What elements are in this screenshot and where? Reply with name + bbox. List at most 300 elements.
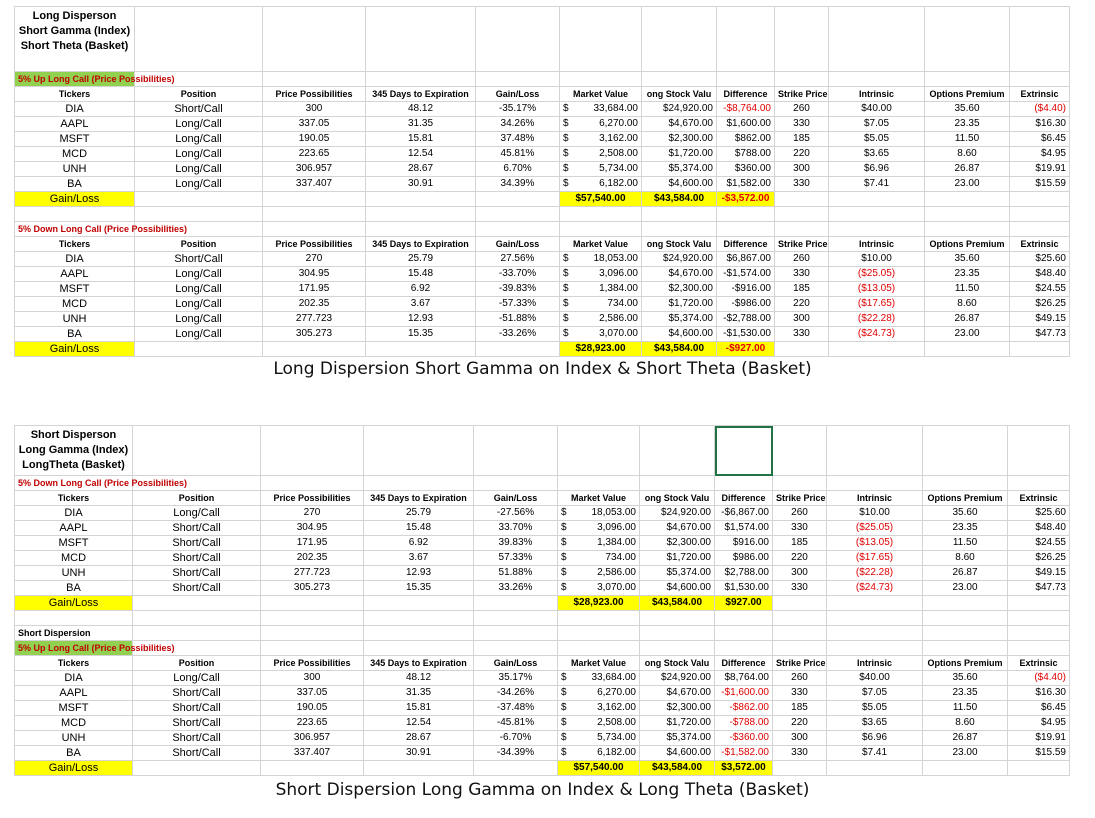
total-label[interactable]: Gain/Loss bbox=[15, 192, 135, 207]
empty-cell[interactable] bbox=[366, 222, 476, 237]
column-header[interactable]: Gain/Loss bbox=[474, 656, 558, 671]
table-cell[interactable]: 15.48 bbox=[364, 521, 474, 536]
empty-cell[interactable] bbox=[558, 426, 640, 476]
table-cell[interactable]: $16.30 bbox=[1008, 686, 1070, 701]
table-cell[interactable] bbox=[560, 282, 642, 297]
empty-cell[interactable] bbox=[773, 611, 827, 626]
table-cell[interactable]: 23.35 bbox=[923, 521, 1008, 536]
table-cell[interactable]: 35.60 bbox=[925, 102, 1010, 117]
empty-cell[interactable] bbox=[366, 207, 476, 222]
column-header[interactable]: 345 Days to Expiration bbox=[366, 87, 476, 102]
table-cell[interactable]: -39.83% bbox=[476, 282, 560, 297]
empty-cell[interactable] bbox=[923, 476, 1008, 491]
table-cell[interactable]: 300 bbox=[773, 566, 827, 581]
table-cell[interactable]: -33.26% bbox=[476, 327, 560, 342]
table-cell[interactable]: $1,720.00 bbox=[640, 551, 715, 566]
empty-cell[interactable] bbox=[476, 7, 560, 72]
total-value[interactable]: $28,923.00 bbox=[558, 596, 640, 611]
empty-cell[interactable] bbox=[364, 476, 474, 491]
column-header[interactable]: ong Stock Valu bbox=[640, 491, 715, 506]
table-cell[interactable]: $6.96 bbox=[829, 162, 925, 177]
empty-cell[interactable] bbox=[261, 426, 364, 476]
empty-cell[interactable] bbox=[476, 207, 560, 222]
empty-cell[interactable] bbox=[773, 426, 827, 476]
empty-cell[interactable] bbox=[560, 222, 642, 237]
table-cell[interactable]: 48.12 bbox=[366, 102, 476, 117]
table-cell[interactable]: -34.39% bbox=[474, 746, 558, 761]
empty-cell[interactable] bbox=[364, 611, 474, 626]
short-dispersion-label[interactable]: Short Dispersion bbox=[15, 626, 133, 641]
column-header[interactable]: Strike Price bbox=[773, 656, 827, 671]
total-value[interactable]: $57,540.00 bbox=[558, 761, 640, 776]
empty-cell[interactable] bbox=[474, 426, 558, 476]
table-cell[interactable]: ($17.65) bbox=[827, 551, 923, 566]
table-cell[interactable] bbox=[558, 581, 640, 596]
empty-cell[interactable] bbox=[775, 342, 829, 357]
table-cell[interactable]: 35.60 bbox=[923, 671, 1008, 686]
table-cell[interactable]: BA bbox=[15, 177, 135, 192]
table-cell[interactable]: 26.87 bbox=[925, 312, 1010, 327]
empty-cell[interactable] bbox=[263, 222, 366, 237]
table-cell[interactable]: 3.67 bbox=[366, 297, 476, 312]
table-cell[interactable]: $2,300.00 bbox=[642, 282, 717, 297]
table-cell[interactable]: 220 bbox=[775, 297, 829, 312]
empty-cell[interactable] bbox=[925, 192, 1010, 207]
table-cell[interactable]: 300 bbox=[775, 312, 829, 327]
table-cell[interactable]: ($22.28) bbox=[827, 566, 923, 581]
column-header[interactable]: Tickers bbox=[15, 237, 135, 252]
empty-cell[interactable] bbox=[829, 7, 925, 72]
table-cell[interactable]: $48.40 bbox=[1010, 267, 1070, 282]
table-cell[interactable]: $10.00 bbox=[827, 506, 923, 521]
table-cell[interactable]: 23.35 bbox=[925, 117, 1010, 132]
table-cell[interactable]: $5.05 bbox=[829, 132, 925, 147]
total-value[interactable]: -$927.00 bbox=[717, 342, 775, 357]
table-cell[interactable]: 8.60 bbox=[925, 297, 1010, 312]
empty-cell[interactable] bbox=[560, 207, 642, 222]
table-cell[interactable]: 300 bbox=[261, 671, 364, 686]
column-header[interactable]: Gain/Loss bbox=[474, 491, 558, 506]
section-label[interactable]: 5% Up Long Call (Price Possibilities) bbox=[15, 72, 135, 87]
empty-cell[interactable] bbox=[640, 476, 715, 491]
table-cell[interactable]: 300 bbox=[773, 731, 827, 746]
table-cell[interactable] bbox=[558, 506, 640, 521]
table-cell[interactable]: 304.95 bbox=[263, 267, 366, 282]
empty-cell[interactable] bbox=[827, 596, 923, 611]
column-header[interactable]: Tickers bbox=[15, 656, 133, 671]
table-cell[interactable]: -$1,574.00 bbox=[717, 267, 775, 282]
table-cell[interactable]: $1,720.00 bbox=[640, 716, 715, 731]
table-cell[interactable]: $4,670.00 bbox=[640, 686, 715, 701]
table-cell[interactable]: 330 bbox=[775, 177, 829, 192]
table-cell[interactable]: Long/Call bbox=[133, 506, 261, 521]
table-cell[interactable] bbox=[560, 267, 642, 282]
empty-cell[interactable] bbox=[263, 7, 366, 72]
table-cell[interactable] bbox=[558, 716, 640, 731]
table-cell[interactable]: $4,600.00 bbox=[640, 581, 715, 596]
table-cell[interactable]: Long/Call bbox=[135, 267, 263, 282]
table-cell[interactable]: 330 bbox=[775, 327, 829, 342]
table-cell[interactable]: 171.95 bbox=[261, 536, 364, 551]
empty-cell[interactable] bbox=[923, 761, 1008, 776]
table-cell[interactable]: $49.15 bbox=[1010, 312, 1070, 327]
empty-cell[interactable] bbox=[642, 222, 717, 237]
table-cell[interactable]: $48.40 bbox=[1008, 521, 1070, 536]
table-cell[interactable]: 3.67 bbox=[364, 551, 474, 566]
table-cell[interactable]: 23.00 bbox=[923, 746, 1008, 761]
table-cell[interactable]: 330 bbox=[773, 521, 827, 536]
table-cell[interactable]: $788.00 bbox=[717, 147, 775, 162]
empty-cell[interactable] bbox=[366, 342, 476, 357]
section-label[interactable]: 5% Up Long Call (Price Possibilities) bbox=[15, 641, 133, 656]
column-header[interactable]: Position bbox=[133, 656, 261, 671]
empty-cell[interactable] bbox=[715, 476, 773, 491]
empty-cell[interactable] bbox=[925, 72, 1010, 87]
empty-cell[interactable] bbox=[925, 7, 1010, 72]
empty-cell[interactable] bbox=[15, 611, 133, 626]
column-header[interactable]: Difference bbox=[715, 491, 773, 506]
table-cell[interactable]: Short/Call bbox=[133, 536, 261, 551]
table-cell[interactable]: $25.60 bbox=[1008, 506, 1070, 521]
column-header[interactable]: Tickers bbox=[15, 87, 135, 102]
empty-cell[interactable] bbox=[925, 222, 1010, 237]
empty-cell[interactable] bbox=[773, 626, 827, 641]
table-cell[interactable]: 12.54 bbox=[364, 716, 474, 731]
empty-cell[interactable] bbox=[827, 761, 923, 776]
table-cell[interactable]: $8,764.00 bbox=[715, 671, 773, 686]
table-cell[interactable]: Short/Call bbox=[133, 746, 261, 761]
table-cell[interactable]: $862.00 bbox=[717, 132, 775, 147]
empty-cell[interactable] bbox=[133, 596, 261, 611]
column-header[interactable]: Options Premium bbox=[923, 656, 1008, 671]
table-cell[interactable]: 6.92 bbox=[364, 536, 474, 551]
table-cell[interactable]: 8.60 bbox=[925, 147, 1010, 162]
table-cell[interactable]: AAPL bbox=[15, 267, 135, 282]
table-cell[interactable]: 277.723 bbox=[261, 566, 364, 581]
table-cell[interactable]: $25.60 bbox=[1010, 252, 1070, 267]
table-cell[interactable]: -45.81% bbox=[474, 716, 558, 731]
table-cell[interactable]: DIA bbox=[15, 252, 135, 267]
table-cell[interactable]: -57.33% bbox=[476, 297, 560, 312]
table-cell[interactable]: 220 bbox=[773, 551, 827, 566]
empty-cell[interactable] bbox=[476, 222, 560, 237]
column-header[interactable]: 345 Days to Expiration bbox=[366, 237, 476, 252]
empty-cell[interactable] bbox=[640, 611, 715, 626]
empty-cell[interactable] bbox=[1008, 426, 1070, 476]
table-cell[interactable]: MCD bbox=[15, 147, 135, 162]
empty-cell[interactable] bbox=[133, 611, 261, 626]
table-cell[interactable]: 337.05 bbox=[261, 686, 364, 701]
empty-cell[interactable] bbox=[15, 207, 135, 222]
table-cell[interactable]: $2,300.00 bbox=[642, 132, 717, 147]
empty-cell[interactable] bbox=[261, 626, 364, 641]
section-label[interactable]: 5% Down Long Call (Price Possibilities) bbox=[15, 222, 135, 237]
table-cell[interactable]: 15.35 bbox=[364, 581, 474, 596]
empty-cell[interactable] bbox=[775, 207, 829, 222]
table-cell[interactable]: $7.05 bbox=[829, 117, 925, 132]
table-cell[interactable]: Short/Call bbox=[133, 701, 261, 716]
table-cell[interactable]: ($17.65) bbox=[829, 297, 925, 312]
table-cell[interactable]: 330 bbox=[773, 746, 827, 761]
sheet-title[interactable]: Short Disperson Long Gamma (Index) LongTheta (Basket) bbox=[15, 426, 133, 476]
table-cell[interactable] bbox=[560, 327, 642, 342]
table-cell[interactable]: 270 bbox=[261, 506, 364, 521]
empty-cell[interactable] bbox=[717, 222, 775, 237]
table-cell[interactable]: MCD bbox=[15, 551, 133, 566]
column-header[interactable]: Price Possibilities bbox=[261, 656, 364, 671]
column-header[interactable]: Difference bbox=[715, 656, 773, 671]
empty-cell[interactable] bbox=[775, 192, 829, 207]
table-cell[interactable]: $24,920.00 bbox=[640, 671, 715, 686]
table-cell[interactable]: 190.05 bbox=[263, 132, 366, 147]
empty-cell[interactable] bbox=[364, 641, 474, 656]
table-cell[interactable]: Long/Call bbox=[135, 312, 263, 327]
table-cell[interactable]: 337.05 bbox=[263, 117, 366, 132]
table-cell[interactable]: 30.91 bbox=[364, 746, 474, 761]
table-cell[interactable]: 185 bbox=[773, 701, 827, 716]
table-cell[interactable] bbox=[558, 566, 640, 581]
table-cell[interactable]: $24.55 bbox=[1010, 282, 1070, 297]
table-cell[interactable]: Short/Call bbox=[133, 686, 261, 701]
table-cell[interactable]: 304.95 bbox=[261, 521, 364, 536]
column-header[interactable]: Market Value bbox=[560, 87, 642, 102]
table-cell[interactable]: ($13.05) bbox=[829, 282, 925, 297]
table-cell[interactable]: 223.65 bbox=[261, 716, 364, 731]
table-cell[interactable]: ($13.05) bbox=[827, 536, 923, 551]
table-cell[interactable]: $1,574.00 bbox=[715, 521, 773, 536]
table-cell[interactable]: $6.45 bbox=[1008, 701, 1070, 716]
table-cell[interactable]: $24,920.00 bbox=[640, 506, 715, 521]
table-cell[interactable]: 23.35 bbox=[923, 686, 1008, 701]
empty-cell[interactable] bbox=[366, 7, 476, 72]
empty-cell[interactable] bbox=[261, 761, 364, 776]
table-cell[interactable]: 23.00 bbox=[923, 581, 1008, 596]
empty-cell[interactable] bbox=[642, 7, 717, 72]
table-cell[interactable]: $2,300.00 bbox=[640, 536, 715, 551]
total-value[interactable]: $3,572.00 bbox=[715, 761, 773, 776]
empty-cell[interactable] bbox=[715, 611, 773, 626]
empty-cell[interactable] bbox=[923, 641, 1008, 656]
table-cell[interactable]: 12.93 bbox=[364, 566, 474, 581]
table-cell[interactable]: $16.30 bbox=[1010, 117, 1070, 132]
table-cell[interactable]: 300 bbox=[775, 162, 829, 177]
empty-cell[interactable] bbox=[135, 192, 263, 207]
column-header[interactable]: 345 Days to Expiration bbox=[364, 656, 474, 671]
table-cell[interactable]: ($25.05) bbox=[829, 267, 925, 282]
table-cell[interactable]: 23.00 bbox=[925, 327, 1010, 342]
table-cell[interactable]: 25.79 bbox=[366, 252, 476, 267]
table-cell[interactable]: 171.95 bbox=[263, 282, 366, 297]
column-header[interactable]: Options Premium bbox=[923, 491, 1008, 506]
empty-cell[interactable] bbox=[923, 626, 1008, 641]
table-cell[interactable]: Short/Call bbox=[133, 521, 261, 536]
table-cell[interactable]: $47.73 bbox=[1010, 327, 1070, 342]
column-header[interactable]: Extrinsic bbox=[1010, 87, 1070, 102]
table-cell[interactable]: $5,374.00 bbox=[640, 731, 715, 746]
table-cell[interactable]: MSFT bbox=[15, 132, 135, 147]
table-cell[interactable]: $5,374.00 bbox=[642, 162, 717, 177]
total-value[interactable]: $43,584.00 bbox=[642, 192, 717, 207]
empty-cell[interactable] bbox=[1010, 222, 1070, 237]
table-cell[interactable]: 306.957 bbox=[261, 731, 364, 746]
empty-cell[interactable] bbox=[773, 596, 827, 611]
table-cell[interactable]: 35.60 bbox=[923, 506, 1008, 521]
empty-cell[interactable] bbox=[474, 641, 558, 656]
empty-cell[interactable] bbox=[558, 611, 640, 626]
table-cell[interactable] bbox=[560, 177, 642, 192]
table-cell[interactable]: Long/Call bbox=[133, 671, 261, 686]
table-cell[interactable]: Short/Call bbox=[135, 252, 263, 267]
table-cell[interactable]: -$360.00 bbox=[715, 731, 773, 746]
empty-cell[interactable] bbox=[715, 626, 773, 641]
empty-cell[interactable] bbox=[1010, 192, 1070, 207]
table-cell[interactable]: $4,670.00 bbox=[642, 267, 717, 282]
table-cell[interactable]: 260 bbox=[775, 252, 829, 267]
table-cell[interactable]: $5,374.00 bbox=[642, 312, 717, 327]
table-cell[interactable]: 12.93 bbox=[366, 312, 476, 327]
empty-cell[interactable] bbox=[827, 426, 923, 476]
table-cell[interactable]: 11.50 bbox=[925, 282, 1010, 297]
table-cell[interactable]: 35.17% bbox=[474, 671, 558, 686]
table-cell[interactable]: 8.60 bbox=[923, 551, 1008, 566]
table-cell[interactable]: $3.65 bbox=[829, 147, 925, 162]
column-header[interactable]: ong Stock Valu bbox=[642, 87, 717, 102]
empty-cell[interactable] bbox=[829, 207, 925, 222]
table-cell[interactable]: $6.45 bbox=[1010, 132, 1070, 147]
table-cell[interactable]: ($24.73) bbox=[829, 327, 925, 342]
empty-cell[interactable] bbox=[474, 596, 558, 611]
total-value[interactable]: $57,540.00 bbox=[560, 192, 642, 207]
table-cell[interactable]: 23.00 bbox=[925, 177, 1010, 192]
table-cell[interactable]: $1,600.00 bbox=[717, 117, 775, 132]
table-cell[interactable]: -$986.00 bbox=[717, 297, 775, 312]
table-cell[interactable]: -33.70% bbox=[476, 267, 560, 282]
empty-cell[interactable] bbox=[925, 342, 1010, 357]
total-label[interactable]: Gain/Loss bbox=[15, 342, 135, 357]
table-cell[interactable]: $5,374.00 bbox=[640, 566, 715, 581]
table-cell[interactable]: 30.91 bbox=[366, 177, 476, 192]
empty-cell[interactable] bbox=[263, 72, 366, 87]
table-cell[interactable]: $1,530.00 bbox=[715, 581, 773, 596]
column-header[interactable]: Extrinsic bbox=[1008, 656, 1070, 671]
table-cell[interactable]: -35.17% bbox=[476, 102, 560, 117]
empty-cell[interactable] bbox=[1010, 207, 1070, 222]
empty-cell[interactable] bbox=[773, 761, 827, 776]
empty-cell[interactable] bbox=[364, 596, 474, 611]
table-cell[interactable]: $360.00 bbox=[717, 162, 775, 177]
table-cell[interactable]: -$1,600.00 bbox=[715, 686, 773, 701]
empty-cell[interactable] bbox=[925, 207, 1010, 222]
table-cell[interactable]: 260 bbox=[773, 671, 827, 686]
empty-cell[interactable] bbox=[775, 72, 829, 87]
total-value[interactable]: $43,584.00 bbox=[640, 596, 715, 611]
table-cell[interactable]: Short/Call bbox=[133, 566, 261, 581]
total-label[interactable]: Gain/Loss bbox=[15, 596, 133, 611]
table-cell[interactable]: Long/Call bbox=[135, 297, 263, 312]
table-cell[interactable]: $26.25 bbox=[1008, 551, 1070, 566]
table-cell[interactable]: Short/Call bbox=[133, 731, 261, 746]
table-cell[interactable]: 300 bbox=[263, 102, 366, 117]
table-cell[interactable]: 34.39% bbox=[476, 177, 560, 192]
table-cell[interactable]: -$2,788.00 bbox=[717, 312, 775, 327]
table-cell[interactable]: $916.00 bbox=[715, 536, 773, 551]
table-cell[interactable]: BA bbox=[15, 581, 133, 596]
column-header[interactable]: Intrinsic bbox=[829, 237, 925, 252]
empty-cell[interactable] bbox=[715, 641, 773, 656]
empty-cell[interactable] bbox=[775, 7, 829, 72]
column-header[interactable]: Position bbox=[135, 237, 263, 252]
table-cell[interactable]: 6.70% bbox=[476, 162, 560, 177]
table-cell[interactable]: Long/Call bbox=[135, 177, 263, 192]
column-header[interactable]: Strike Price bbox=[775, 87, 829, 102]
total-label[interactable]: Gain/Loss bbox=[15, 761, 133, 776]
table-cell[interactable]: $19.91 bbox=[1008, 731, 1070, 746]
table-cell[interactable]: $1,582.00 bbox=[717, 177, 775, 192]
empty-cell[interactable] bbox=[135, 207, 263, 222]
table-cell[interactable]: 8.60 bbox=[923, 716, 1008, 731]
table-cell[interactable]: DIA bbox=[15, 671, 133, 686]
table-cell[interactable]: $6,867.00 bbox=[717, 252, 775, 267]
empty-cell[interactable] bbox=[1008, 626, 1070, 641]
empty-cell[interactable] bbox=[133, 426, 261, 476]
empty-cell[interactable] bbox=[775, 222, 829, 237]
empty-cell[interactable] bbox=[1010, 7, 1070, 72]
table-cell[interactable] bbox=[560, 147, 642, 162]
empty-cell[interactable] bbox=[560, 72, 642, 87]
table-cell[interactable]: MCD bbox=[15, 716, 133, 731]
empty-cell[interactable] bbox=[474, 611, 558, 626]
empty-cell[interactable] bbox=[364, 761, 474, 776]
table-cell[interactable] bbox=[558, 536, 640, 551]
table-cell[interactable]: 23.35 bbox=[925, 267, 1010, 282]
table-cell[interactable]: $4,670.00 bbox=[640, 521, 715, 536]
table-cell[interactable]: 202.35 bbox=[263, 297, 366, 312]
table-cell[interactable] bbox=[560, 132, 642, 147]
table-cell[interactable]: Long/Call bbox=[135, 132, 263, 147]
table-cell[interactable]: $986.00 bbox=[715, 551, 773, 566]
table-cell[interactable]: 306.957 bbox=[263, 162, 366, 177]
table-cell[interactable]: BA bbox=[15, 327, 135, 342]
empty-cell[interactable] bbox=[1010, 342, 1070, 357]
total-value[interactable]: $43,584.00 bbox=[640, 761, 715, 776]
table-cell[interactable]: $24,920.00 bbox=[642, 252, 717, 267]
table-cell[interactable]: ($24.73) bbox=[827, 581, 923, 596]
table-cell[interactable]: 51.88% bbox=[474, 566, 558, 581]
column-header[interactable]: Strike Price bbox=[775, 237, 829, 252]
empty-cell[interactable] bbox=[261, 476, 364, 491]
empty-cell[interactable] bbox=[640, 426, 715, 476]
table-cell[interactable] bbox=[558, 731, 640, 746]
column-header[interactable]: Extrinsic bbox=[1008, 491, 1070, 506]
empty-cell[interactable] bbox=[640, 641, 715, 656]
column-header[interactable]: Intrinsic bbox=[827, 491, 923, 506]
table-cell[interactable]: -6.70% bbox=[474, 731, 558, 746]
table-cell[interactable]: 6.92 bbox=[366, 282, 476, 297]
column-header[interactable]: Market Value bbox=[558, 491, 640, 506]
table-cell[interactable]: $49.15 bbox=[1008, 566, 1070, 581]
table-cell[interactable]: 330 bbox=[775, 267, 829, 282]
table-cell[interactable]: Short/Call bbox=[135, 102, 263, 117]
empty-cell[interactable] bbox=[829, 192, 925, 207]
table-cell[interactable]: 220 bbox=[775, 147, 829, 162]
column-header[interactable]: Position bbox=[133, 491, 261, 506]
table-cell[interactable]: $2,788.00 bbox=[715, 566, 773, 581]
column-header[interactable]: Gain/Loss bbox=[476, 87, 560, 102]
table-cell[interactable]: -34.26% bbox=[474, 686, 558, 701]
table-cell[interactable]: MSFT bbox=[15, 701, 133, 716]
empty-cell[interactable] bbox=[560, 7, 642, 72]
empty-cell[interactable] bbox=[476, 72, 560, 87]
